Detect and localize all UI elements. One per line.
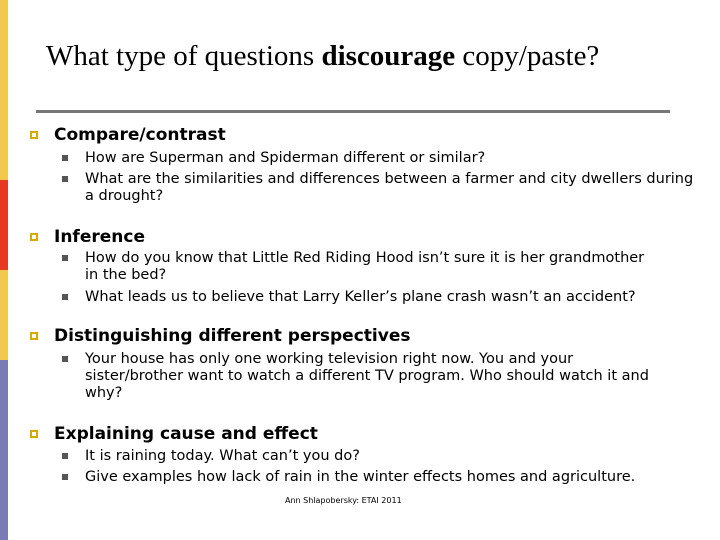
section-heading: Inference: [54, 227, 145, 247]
slide-title: [46, 36, 599, 76]
sub-bullet-icon: [62, 294, 68, 300]
list-item-text: What leads us to believe that Larry Keller’s plane crash wasn’t an accident?: [85, 289, 636, 305]
list-item-text: It is raining today. What can’t you do?: [85, 448, 360, 464]
sidebar-segment: [0, 450, 8, 540]
sub-bullet-icon: [62, 474, 68, 480]
footer-credit: Ann Shlapobersky: ETAI 2011: [285, 496, 402, 505]
bullet-square-icon: [30, 233, 38, 241]
title-emphasis: discourage: [321, 40, 456, 72]
sidebar-segment: [0, 0, 8, 90]
list-item-text: How do you know that Little Red Riding Hood isn’t sure it is her grandmother in the bed?: [85, 250, 645, 283]
sidebar-segment: [0, 180, 8, 270]
section-heading: Distinguishing different perspectives: [54, 326, 411, 346]
bullet-square-icon: [30, 430, 38, 438]
list-item-text: How are Superman and Spiderman different or similar?: [85, 150, 486, 166]
sub-bullet-icon: [62, 176, 68, 182]
sidebar-segment: [0, 90, 8, 180]
list-item-text: Your house has only one working television right now. You and your sister/brother want to watch a different TV program. Who should watch it and why?: [85, 351, 649, 401]
sub-bullet-icon: [62, 453, 68, 459]
title-divider: [36, 110, 670, 113]
list-item-text: Give examples how lack of rain in the winter effects homes and agriculture.: [85, 469, 636, 485]
sidebar-segment: [0, 360, 8, 450]
list-item-text: What are the similarities and differences between a farmer and city dwellers during a drought?: [85, 171, 694, 204]
title-post: copy/paste?: [455, 40, 600, 72]
sub-bullet-icon: [62, 356, 68, 362]
sidebar-stripe: [0, 0, 8, 540]
sub-bullet-icon: [62, 255, 68, 261]
bullet-square-icon: [30, 131, 38, 139]
sub-bullet-icon: [62, 155, 68, 161]
section-heading: Compare/contrast: [54, 125, 226, 145]
bullet-square-icon: [30, 332, 38, 340]
sidebar-segment: [0, 270, 8, 360]
section-heading: Explaining cause and effect: [54, 424, 318, 444]
title-pre: What type of questions: [46, 40, 322, 72]
